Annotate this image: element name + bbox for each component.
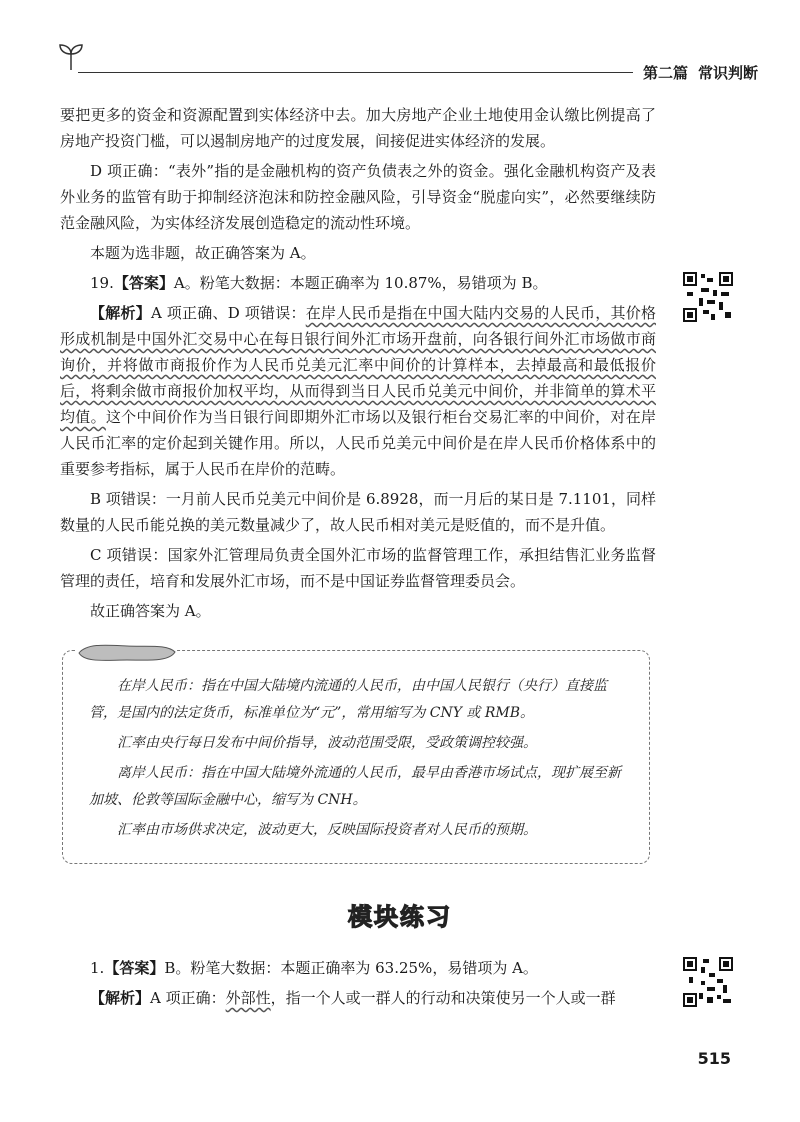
- section-title: [633, 62, 758, 83]
- section-label: 常识判断: [697, 64, 758, 82]
- analysis-rest: 这个中间价作为当日银行间即期外汇市场以及银行柜台交易汇率的中间价，对在岸人民币汇率的定价起到关键作用。所以，人民币兑美元中间价是在岸人民币价格体系中的重要参考指标，属于人民币在岸价的范畴。: [60, 408, 656, 478]
- page-number: 515: [697, 1049, 731, 1068]
- analysis-lead: A 项正确、D 项错误：: [150, 304, 306, 322]
- page-header: [58, 40, 758, 80]
- question-19-analysis: [60, 300, 656, 482]
- paragraph-option-b: B 项错误：一月前人民币兑美元中间价是 6.8928，而一月后的某日是 7.1101，同样数量的人民币能兑换的美元数量减少了，故人民币相对美元是贬值的，而不是升值。: [60, 490, 656, 534]
- question-19-answer: [60, 270, 656, 296]
- note-body: [89, 673, 629, 847]
- note-onshore: 在岸人民币：指在中国大陆境内流通的人民币，由中国人民银行（央行）直接监管，是国内的法定货币，标准单位为“元”，常用缩写为 CNY 或 RMB。: [89, 678, 607, 721]
- question-number: 1.: [90, 959, 105, 977]
- paragraph-conclusion: 本题为选非题，故正确答案为 A。: [90, 244, 316, 262]
- module-title: 模块练习: [348, 903, 452, 931]
- question-1-answer: [60, 955, 656, 981]
- paragraph: 要把更多的资金和资源配置到实体经济中去。加大房地产企业土地使用金认缴比例提高了房地产投资门槛，可以遏制房地产的过度发展，间接促进实体经济的发展。: [60, 106, 656, 150]
- paragraph-final-answer: 故正确答案为 A。: [90, 602, 211, 620]
- note-tag-icon: [77, 643, 177, 663]
- note-offshore-rate: 汇率由市场供求决定，波动更大，反映国际投资者对人民币的预期。: [117, 822, 537, 838]
- analysis-lead: A 项正确：: [150, 989, 226, 1007]
- paragraph-option-c: C 项错误：国家外汇管理局负责全国外汇市场的监督管理工作，承担结售汇业务监督管理的责任，培育和发展外汇市场，而不是中国证券监督管理委员会。: [60, 546, 656, 590]
- qr-code-icon: [683, 957, 733, 1007]
- answer-text: B。粉笔大数据：本题正确率为 63.25%，易错项为 A。: [164, 959, 538, 977]
- note-offshore: 离岸人民币：指在中国大陆境外流通的人民币，最早由香港市场试点，现扩展至新加坡、伦敦等国际金融中心，缩写为 CNH。: [89, 765, 621, 808]
- paragraph-option-d: D 项正确：“表外”指的是金融机构的资产负债表之外的资金。强化金融机构资产及表外业务的监管有助于抑制经济泡沫和防控金融风险，引导资金“脱虚向实”，必然要继续防范金融风险，为实体经济发展创造稳定的流动性环境。: [60, 162, 656, 232]
- answer-text: A。粉笔大数据：本题正确率为 10.87%，易错项为 B。: [173, 274, 548, 292]
- module-content: [60, 955, 656, 1015]
- analysis-emphasis: 在岸人民币是指在中国大陆内交易的人民币，其价格形成机制是中国外汇交易中心在每日银行间外汇市场开盘前，向各银行间外汇市场做市商询价，并将做市商报价作为人民币兑美元汇率中间价的计算样本，去掉最高和最低报价后，将剩余做市商报价加权平均，从而得到当日人民币兑美元中间价，并非简单的算术平均值。: [60, 304, 656, 426]
- analysis-label: 【解析】: [90, 304, 151, 322]
- answer-label: 【答案】: [104, 959, 165, 977]
- note-onshore-rate: 汇率由央行每日发布中间价指导，波动范围受限，受政策调控较强。: [117, 735, 537, 751]
- question-1-analysis: [60, 985, 656, 1011]
- sprout-icon: [58, 40, 84, 72]
- question-number: 19.: [90, 274, 114, 292]
- analysis-label: 【解析】: [90, 989, 151, 1007]
- analysis-emphasis: 外部性: [225, 989, 271, 1007]
- part-label: 第二篇: [642, 64, 688, 82]
- answer-label: 【答案】: [113, 274, 174, 292]
- knowledge-note-box: [62, 650, 650, 864]
- main-content: [60, 102, 656, 628]
- qr-code-icon: [683, 272, 733, 322]
- analysis-rest: ，指一个人或一群人的行动和决策使另一个人或一群: [270, 989, 616, 1007]
